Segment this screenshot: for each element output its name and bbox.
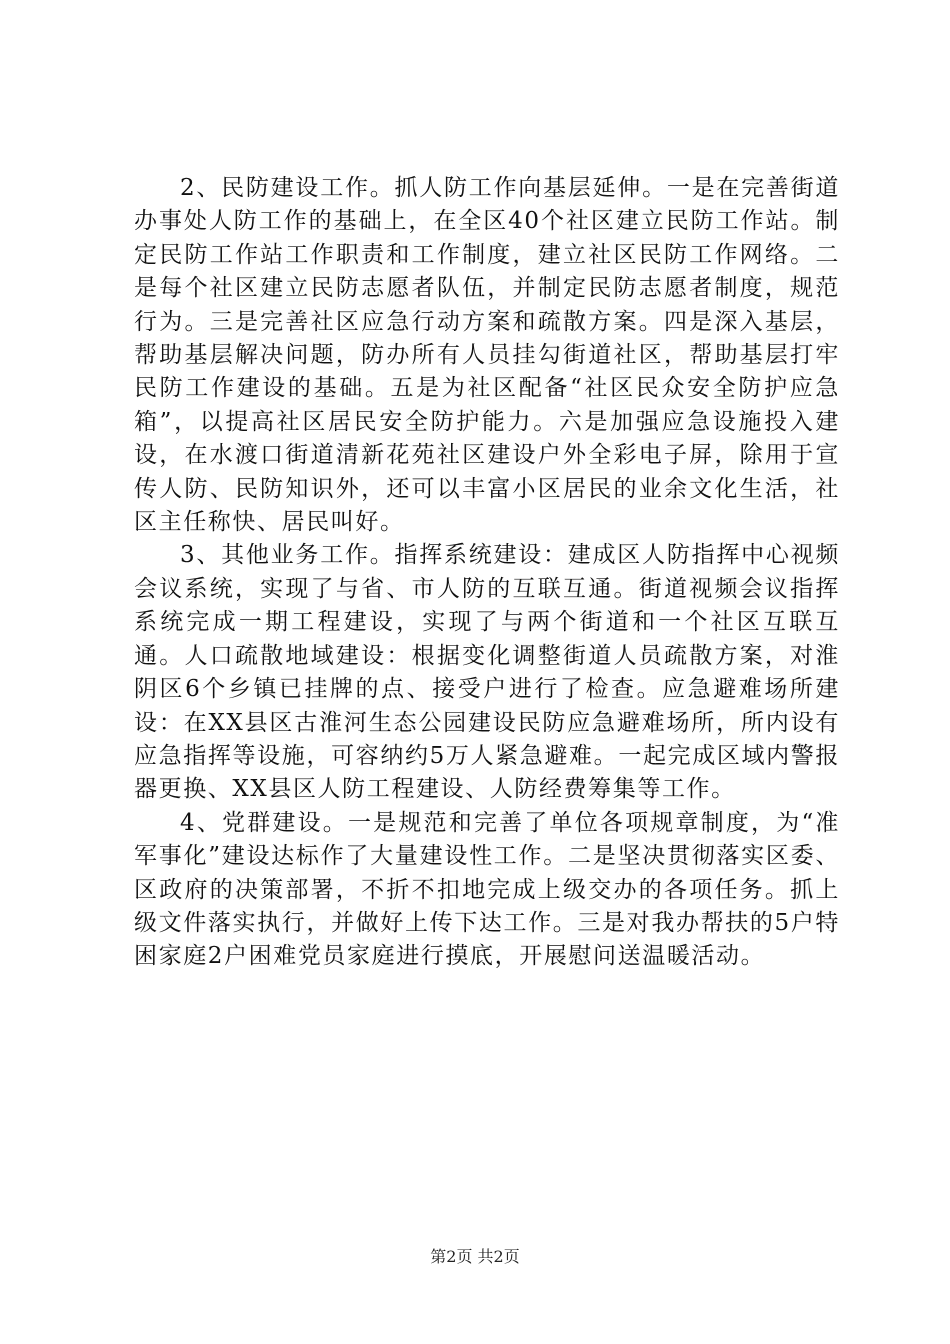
paragraph-party-building: 4、党群建设。一是规范和完善了单位各项规章制度，为“准军事化”建设达标作了大量建设性工作。二是坚决贯彻落实区委、区政府的决策部署，不折不扣地完成上级交办的各项任务。抓上级文件落实执行，并做好上传下达工作。三是对我办帮扶的5户特困家庭2户困难党员家庭进行摸底，开展慰问送温暖活动。 (134, 809, 840, 970)
document-body (134, 172, 840, 974)
paragraph-other-work: 3、其他业务工作。指挥系统建设：建成区人防指挥中心视频会议系统，实现了与省、市人防的互联互通。街道视频会议指挥系统完成一期工程建设，实现了与两个街道和一个社区互联互通。人口疏散地域建设：根据变化调整街道人员疏散方案，对淮阴区6个乡镇已挂牌的点、接受户进行了检查。应急避难场所建设：在XX县区古淮河生态公园建设民防应急避难场所，所内设有应急指挥等设施，可容纳约5万人紧急避难。一起完成区域内警报器更换、XX县区人防工程建设、人防经费筹集等工作。 (134, 542, 840, 803)
paragraph-civil-defense: 2、民防建设工作。抓人防工作向基层延伸。一是在完善街道办事处人防工作的基础上，在全区40个社区建立民防工作站。制定民防工作站工作职责和工作制度，建立社区民防工作网络。二是每个社区建立民防志愿者队伍，并制定民防志愿者制度，规范行为。三是完善社区应急行动方案和疏散方案。四是深入基层，帮助基层解决问题，防办所有人员挂勾街道社区，帮助基层打牢民防工作建设的基础。五是为社区配备“社区民众安全防护应急箱”，以提高社区居民安全防护能力。六是加强应急设施投入建设，在水渡口街道清新花苑社区建设户外全彩电子屏，除用于宣传人防、民防知识外，还可以丰富小区居民的业余文化生活，社区主任称快、居民叫好。 (134, 175, 840, 536)
page-number-footer: 第2页 共2页 (430, 1247, 520, 1266)
